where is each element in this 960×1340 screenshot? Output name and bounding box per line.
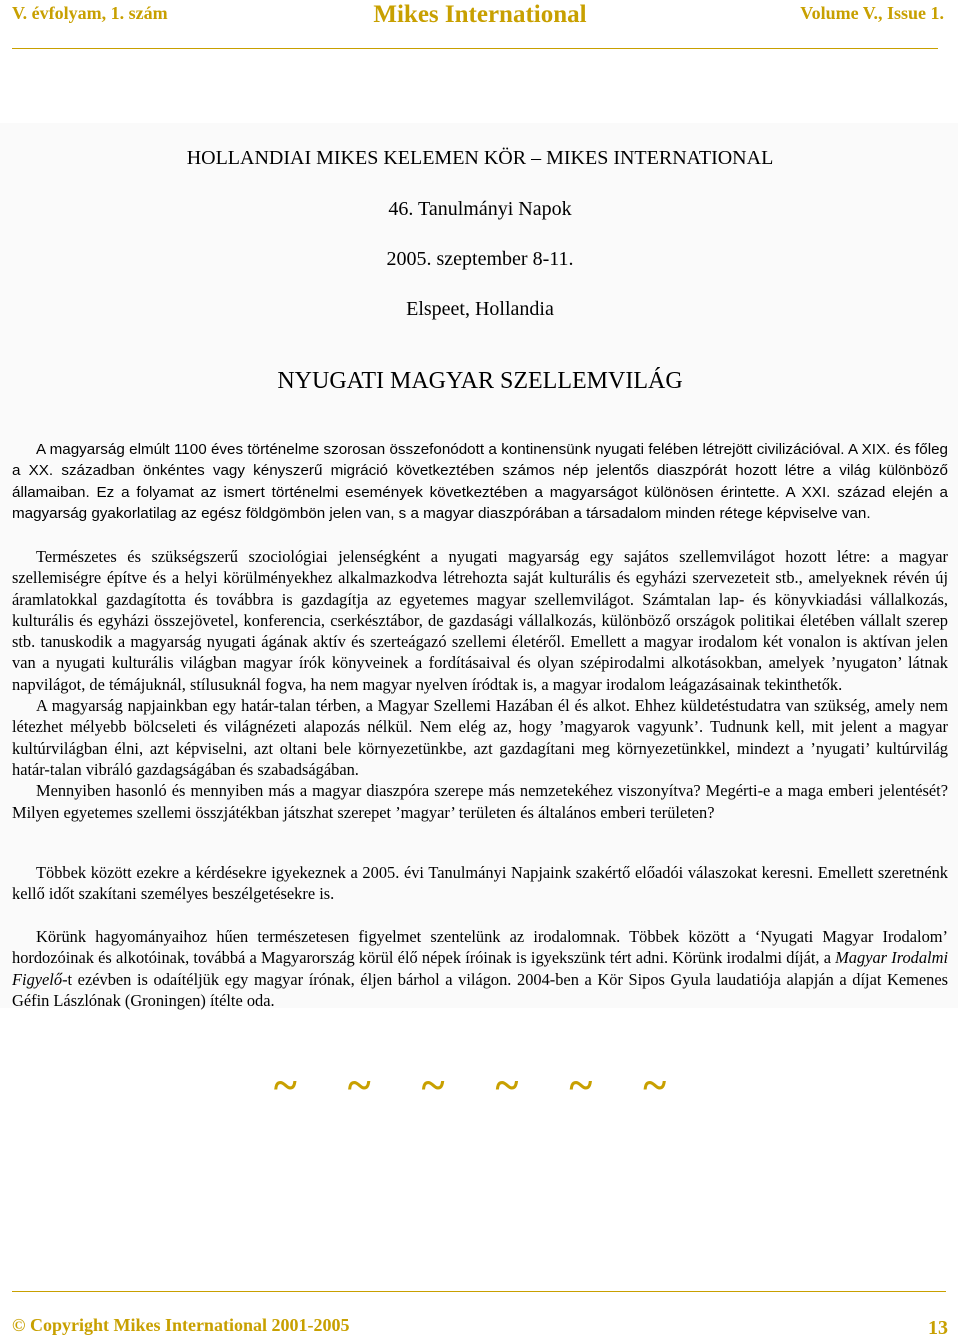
copyright-notice: © Copyright Mikes International 2001-2005: [12, 1315, 350, 1335]
page-number: 13: [928, 1317, 948, 1339]
paragraph-1: Természetes és szükségszerű szociológiai jelenségként a nyugati magyarság egy sajátos szellemvilágot hozott létre: a magyar szellemiségre építve és a helyi körülményekhez alkalmazkodva létrehozta saját kulturális és egyházi szervezeteit stb., amelyeknek révén új áramlatokkal gazdagította és továbbra is gazdagítja az egyetemes magyar szellemvilágot. Számtalan lap- és könyvkiadási vállalkozás, kulturális és egyházi összejövetel, konferencia, cserkésztábor, de gazdasági vállalkozás, különböző országok politikai életében vállalt szerep stb. tanuskodik a magyarság nyugati ágának aktív és szerteágazó szellemi életéről. Emellett a magyar irodalom két vonalon is aktívan jelen van a nyugati kulturális világban magyar írók könyveinek a fordításaival és olyan szépirodalmi alkotásokban, amelyek ’nyugaton’ látnak napvilágot, de témájuknál, stílusuknál fogva, ha nem magyar nyelven íródtak is, a magyar irodalom leágazásainak tekinthetők.: [12, 547, 948, 694]
questions-paragraph: Többek között ezekre a kérdésekre igyekeznek a 2005. évi Tanulmányi Napjaink szakértő előadói válaszokat keresni. Emellett szeretnénk kellő időt szakítani személyes beszélgetésekre is.: [12, 863, 948, 904]
award-text-before: Körünk hagyományaihoz hűen természetesen figyelmet szentelünk az irodalomnak. Többek között a ‘Nyugati Magyar Irodalom’ hordozóinak és alkotóinak, továbbá a Magyarország körül élő népek íróinak is igyekszünk tért adni. Körünk irodalmi díját, a: [12, 927, 948, 968]
award-section: [12, 926, 948, 1011]
award-name: Magyar Irodalmi Figyelő: [12, 948, 948, 989]
questions-section: [12, 862, 948, 905]
page-header: [0, 0, 960, 50]
header-rule: [12, 48, 938, 49]
intro-paragraph: [12, 439, 948, 524]
main-text: [12, 546, 948, 823]
event-name: 46. Tanulmányi Napok: [388, 198, 572, 220]
award-text-after: -t ezévben is odaítéljük egy magyar írónak, éljen bárhol a világon. 2004-ben a Kör Sipos Gyula laudatiója alapján a díjat Kemenes Géfin Lászlónak (Groningen) ítélte oda.: [12, 969, 948, 1010]
organizer-line: HOLLANDIAI MIKES KELEMEN KÖR – MIKES INTERNATIONAL: [186, 147, 774, 169]
footer-rule: [12, 1291, 946, 1292]
paragraph-3: Mennyiben hasonló és mennyiben más a magyar diaszpóra szerepe más nemzetekéhez viszonyítva? Megérti-e a maga emberi jelentését? Milyen egyetemes szellemi összjátékban játszhat szerepet ’magyar’ területen és általános emberi területen?: [12, 781, 948, 822]
issue-label-hu: V. évfolyam, 1. szám: [12, 3, 168, 23]
page-title: NYUGATI MAGYAR SZELLEMVILÁG: [277, 368, 683, 394]
intro-text: A magyarság elmúlt 1100 éves történelme szorosan összefonódott a kontinensünk nyugati felében létrejött civilizációval. A XIX. és főleg a XX. században önkéntes vagy kényszerű migráció következtében számos nép jelentős diaszpórát hozott létre a világ különböző államaiban. Ez a folyamat az ismert történelmi események következtében a magyarságot különösen érintette. A XXI. század elején a magyarság gyakorlatilag az egész földgömbön jelen van, s a magyar diaszpórában a társadalom minden rétege képviselve van.: [12, 441, 948, 522]
award-paragraph: [12, 926, 948, 1011]
event-date: 2005. szeptember 8-11.: [386, 248, 574, 270]
event-location: Elspeet, Hollandia: [406, 298, 554, 320]
paragraph-2: A magyarság napjainkban egy határ-talan térben, a Magyar Szellemi Hazában él és alkot. Ehhez küldetéstudatra van szükség, amely nem létezhet mélyebb bölcseleti és világnézeti alapozás nélkül. Nem elég az, hogy ’magyarok vagyunk’. Tudnunk kell, mit jelent a magyar kultúrvilágban élni, azt képviselni, azt oltani bele környezetünkbe, azt gazdagítani meg környezetünkkel, mindezt a ’nyugati’ kultúrvilág határ-talan vibráló gazdagságában és szabadságában.: [12, 696, 948, 779]
issue-label-en: Volume V., Issue 1.: [800, 3, 944, 23]
tilde-divider: ~ ~ ~ ~ ~ ~: [273, 1061, 687, 1110]
journal-title: Mikes International: [373, 1, 587, 28]
